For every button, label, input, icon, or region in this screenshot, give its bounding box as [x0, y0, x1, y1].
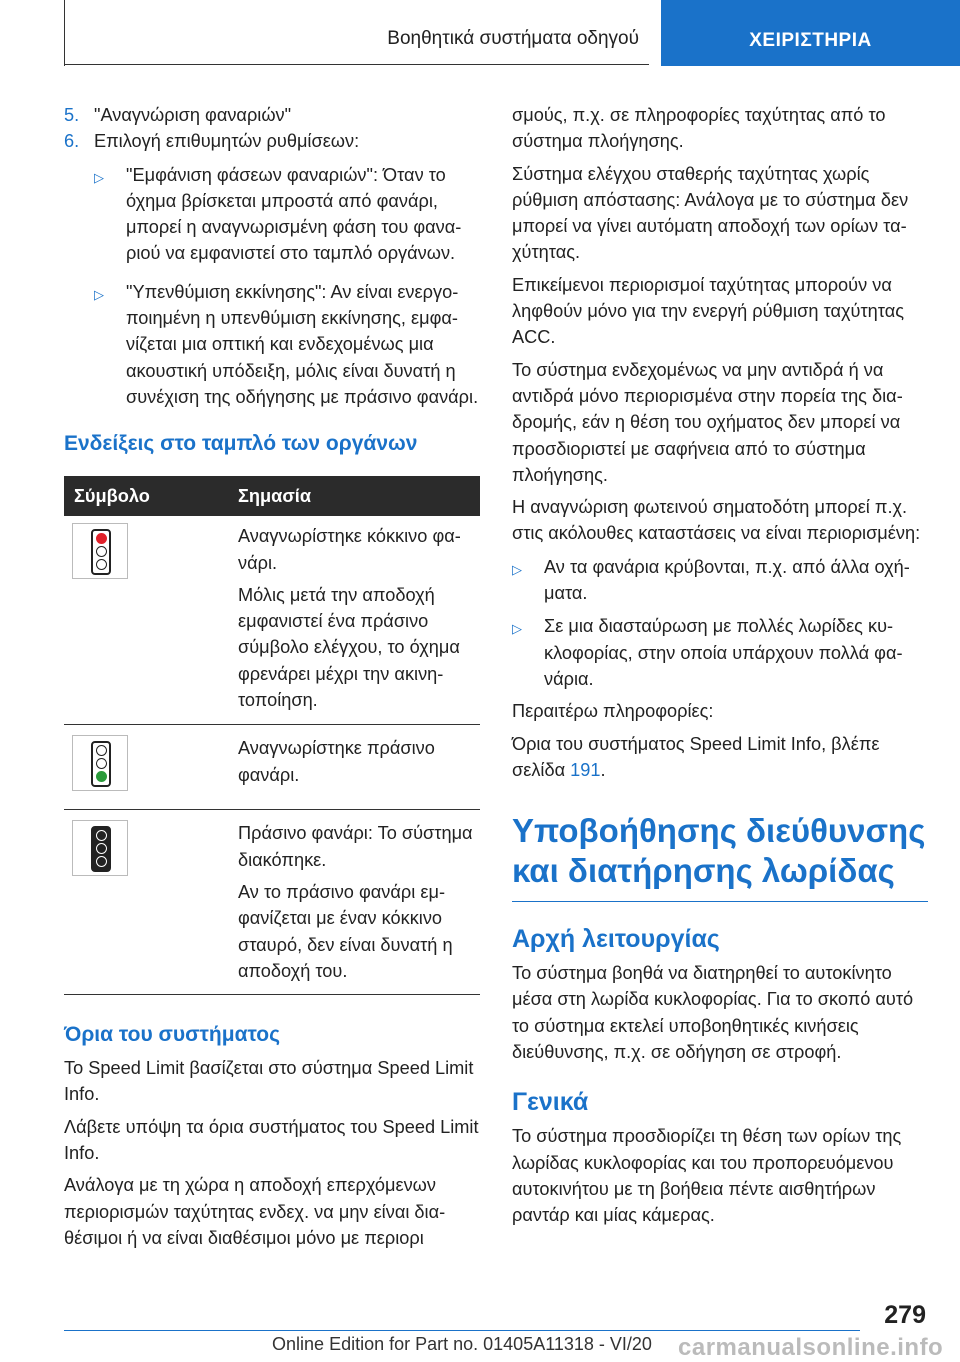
- left-column: [64, 102, 480, 1251]
- paragraph: [512, 731, 928, 784]
- triangle-right-icon: ▷: [94, 286, 104, 302]
- table-row: [64, 810, 480, 995]
- page-number: 279: [884, 1301, 926, 1329]
- cell-text: Πράσινο φανάρι: Το σύστημα διακόπηκε.: [238, 823, 473, 870]
- header-bottom-rule: [64, 64, 649, 65]
- reference-text: Όρια του συστήματος Speed Limit Info, βλέπε σελίδα: [512, 733, 880, 780]
- watermark: carmanualsonline.info: [678, 1334, 944, 1361]
- chapter-tab: ΧΕΙΡΙΣΤΗΡΙΑ: [661, 0, 960, 66]
- column-header-symbol: Σύμβολο: [74, 486, 150, 507]
- sub-item-text: "Υπενθύμιση εκκίνησης": Αν είναι ενεργοποιημένη η υπενθύμιση εκκίνησης, εμφανίζεται μια οπτική και ενδεχομένως μια ακουστική υπόδειξη, μόλις είναι δυνατή η συνέχιση της οδήγησης με πράσινο φανάρι.: [126, 281, 479, 407]
- sub-item-text: "Εμφάνιση φάσεων φαναριών": Όταν το όχημα βρίσκεται μπροστά από φανάρι, μπορεί η αναγνωρισμένη φάση του φαναριού να εμφανιστεί στο ταμπλό οργάνων.: [126, 164, 462, 264]
- reference-end: .: [600, 759, 606, 780]
- edition-text: Online Edition for Part no. 01405A11318 - VI/20: [272, 1334, 652, 1354]
- section-title: Βοηθητικά συστήματα οδηγού: [387, 28, 639, 49]
- paragraph: Το Speed Limit βασίζεται στο σύστημα Speed Limit Info.: [64, 1058, 474, 1105]
- paragraph: Περαιτέρω πληροφορίες:: [512, 701, 714, 722]
- sub-list-item: [512, 613, 928, 692]
- paragraph: Λάβετε υπόψη τα όρια συστήματος του Speed Limit Info.: [64, 1116, 479, 1164]
- sub-list-item: [512, 554, 928, 607]
- paragraph: Επικείμενοι περιορισμοί ταχύτητας μπορούν να ληφθούν μόνο για την ενεργή ρύθμιση ταχύτητας ACC.: [512, 274, 905, 348]
- cell-text: Αναγνωρίστηκε κόκκινο φανάρι.: [238, 526, 461, 573]
- traffic-light-off-icon: [72, 820, 128, 876]
- heading-limits: Όρια του συστήματος: [64, 1023, 281, 1047]
- paragraph: Η αναγνώριση φωτεινού σηματοδότη μπορεί π.χ. στις ακόλουθες καταστάσεις να είναι περιορισμένη:: [512, 497, 921, 544]
- cell-text: Μόλις μετά την αποδοχή εμφανιστεί ένα πράσινο σύμβολο ελέγχου, το όχημα φρενάρει μέχρι την ακινητοποίηση.: [238, 584, 460, 711]
- triangle-right-icon: ▷: [512, 621, 522, 637]
- symbol-table: [64, 476, 480, 995]
- page-link[interactable]: 191: [570, 759, 601, 780]
- sub-item-text: Αν τα φανάρια κρύβονται, π.χ. από άλλα οχήματα.: [544, 556, 910, 604]
- item-number: 5.: [64, 105, 80, 125]
- heading-steering-assist: Υποβοήθησης διεύθυνσης και διατήρησης λωρίδας: [512, 811, 928, 902]
- traffic-light-red-icon: [72, 523, 128, 579]
- table-header: [64, 476, 480, 516]
- paragraph: Το σύστημα προσδιορίζει τη θέση των ορίων της λωρίδας κυκλοφορίας και του προπορευόμενου αυτοκινήτου με τη βοήθεια πέντε αισθητήρων ραντάρ και μίας κάμερας.: [512, 1126, 902, 1226]
- cell-text: Αν το πράσινο φανάρι εμφανίζεται με έναν κόκκινο σταυρό, δεν είναι δυνατή η αποδοχή του.: [238, 881, 453, 981]
- table-row: [64, 725, 480, 810]
- item-number: 6.: [64, 131, 80, 152]
- heading-general: Γενικά: [512, 1088, 589, 1117]
- heading-display: Ενδείξεις στο ταμπλό των οργάνων: [64, 432, 418, 456]
- paragraph: Το σύστημα ενδεχομένως να μην αντιδρά ή να αντιδρά μόνο περιορισμένα στην πορεία της διαδρομής, εάν η θέση του οχήματος δεν μπορεί να προσδιοριστεί με σαφήνεια από το σύστημα πλοήγησης.: [512, 359, 903, 485]
- paragraph: Σύστημα ελέγχου σταθερής ταχύτητας χωρίς ρύθμιση απόστασης: Ανάλογα με το σύστημα δεν μπορεί να γίνει αυτόματη αποδοχή των ορίων ταχύτητας.: [512, 163, 909, 263]
- right-column: [512, 102, 928, 1229]
- sub-list-item: [94, 279, 480, 410]
- triangle-right-icon: ▷: [94, 169, 104, 185]
- column-header-meaning: Σημασία: [238, 486, 312, 507]
- paragraph: σμούς, π.χ. σε πληροφορίες ταχύτητας από το σύστημα πλοήγησης.: [512, 105, 886, 152]
- traffic-light-green-icon: [72, 735, 128, 791]
- list-item: [64, 128, 480, 154]
- table-row: [64, 516, 480, 725]
- sub-list-item: [94, 162, 480, 267]
- heading-principle: Αρχή λειτουργίας: [512, 925, 720, 954]
- list-item: [64, 102, 480, 128]
- triangle-right-icon: ▷: [512, 561, 522, 577]
- paragraph: Το σύστημα βοηθά να διατηρηθεί το αυτοκίνητο μέσα στη λωρίδα κυκλοφορίας. Για το σκοπό αυτό το σύστημα εκτελεί υποβοηθητικές κινήσεις διεύθυνσης, π.χ. σε οδήγηση σε στροφή.: [512, 963, 914, 1063]
- paragraph: Ανάλογα με τη χώρα η αποδοχή επερχόμενων περιορισμών ταχύτητας ενδεχ. να μην είναι διαθέσιμοι ή να είναι διαθέσιμοι μόνο με περιορι: [64, 1175, 446, 1248]
- item-text: "Αναγνώριση φαναριών": [94, 105, 292, 125]
- sub-item-text: Σε μια διασταύρωση με πολλές λωρίδες κυκλοφορίας, στην οποία υπάρχουν πολλά φανάρια.: [544, 616, 903, 689]
- item-text: Επιλογή επιθυμητών ρυθμίσεων:: [94, 131, 360, 152]
- cell-text: Αναγνωρίστηκε πράσινο φανάρι.: [238, 738, 435, 785]
- footer-rule: [64, 1330, 860, 1331]
